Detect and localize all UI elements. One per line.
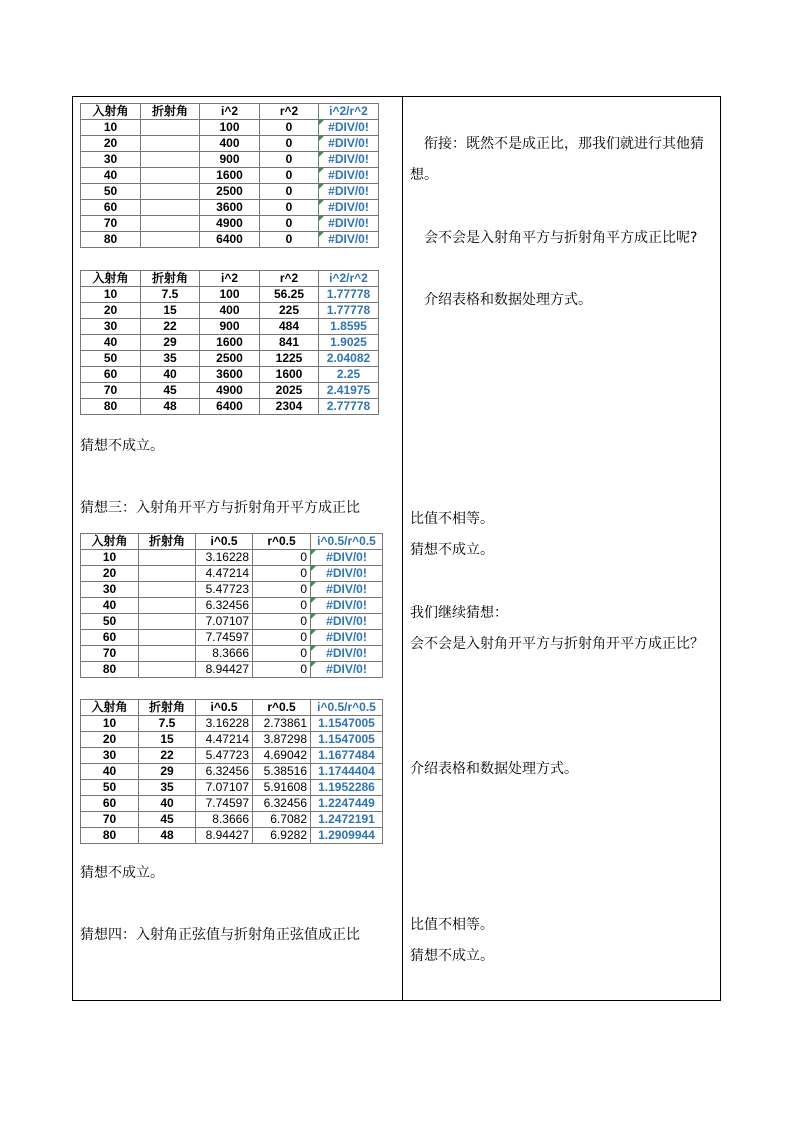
column-header: i^2 (200, 104, 260, 120)
table-cell: 50 (81, 184, 141, 200)
table-row (81, 828, 383, 844)
table-cell: #DIV/0! (311, 582, 383, 598)
table-cell (139, 662, 196, 678)
column-header: 折射角 (139, 534, 196, 550)
table-cell: 5.91608 (253, 780, 311, 796)
table-cell: 10 (81, 120, 141, 136)
table-cell (141, 184, 200, 200)
table-cell: 3.87298 (253, 732, 311, 748)
table-row (81, 200, 379, 216)
table-cell: 0 (253, 614, 311, 630)
table-header-row (81, 700, 383, 716)
table-cell: #DIV/0! (311, 598, 383, 614)
table-cell: 30 (81, 319, 141, 335)
table-cell: 900 (200, 152, 260, 168)
table-cell: 70 (81, 812, 139, 828)
table-row (81, 319, 379, 335)
table-cell: 400 (200, 136, 260, 152)
table-cell: #DIV/0! (311, 550, 383, 566)
table-cell: 20 (81, 303, 141, 319)
column-header: i^0.5 (196, 700, 253, 716)
table-cell: 7.5 (139, 716, 196, 732)
table-cell: 2.41975 (319, 383, 379, 399)
table-cell (141, 136, 200, 152)
column-header: i^0.5/r^0.5 (311, 534, 383, 550)
column-header: r^0.5 (253, 534, 311, 550)
table-cell (139, 566, 196, 582)
table-cell: #DIV/0! (311, 630, 383, 646)
squares-table-filled (80, 270, 379, 415)
table-cell: 10 (81, 287, 141, 303)
table-cell: 4.47214 (196, 732, 253, 748)
table-cell: 2.73861 (253, 716, 311, 732)
column-header: i^2 (200, 271, 260, 287)
table-header-row (81, 104, 379, 120)
table-cell (141, 216, 200, 232)
table-cell: 45 (141, 383, 200, 399)
table-cell: 40 (139, 796, 196, 812)
transition-text-line1: 衔接：既然不是成正比，那我们就进行其他猜 (424, 136, 704, 152)
table-cell: 484 (260, 319, 319, 335)
table-cell: #DIV/0! (319, 216, 379, 232)
guess3-title: 猜想三：入射角开平方与折射角开平方成正比 (80, 500, 360, 516)
table-cell (139, 630, 196, 646)
table-cell: 7.5 (141, 287, 200, 303)
table-cell: 30 (81, 748, 139, 764)
squares-question: 会不会是入射角平方与折射角平方成正比呢? (424, 230, 698, 246)
table-cell: 3600 (200, 200, 260, 216)
table-cell: #DIV/0! (319, 184, 379, 200)
table-row (81, 662, 383, 678)
table-cell: 100 (200, 287, 260, 303)
table-row (81, 399, 379, 415)
table-cell: 35 (139, 780, 196, 796)
table-row (81, 646, 383, 662)
squares-table-empty (80, 103, 379, 248)
table-cell: 80 (81, 662, 139, 678)
table-cell: 40 (81, 168, 141, 184)
table-cell: 2500 (200, 351, 260, 367)
table-cell: 2.77778 (319, 399, 379, 415)
table-row (81, 598, 383, 614)
column-header: i^2/r^2 (319, 104, 379, 120)
table-cell: 1600 (200, 335, 260, 351)
table-cell: 1.8595 (319, 319, 379, 335)
table-cell: 0 (260, 136, 319, 152)
table-row (81, 216, 379, 232)
table-cell (139, 582, 196, 598)
table-cell: 50 (81, 780, 139, 796)
table-cell (139, 550, 196, 566)
table-cell: 7.07107 (196, 780, 253, 796)
table-cell: 2304 (260, 399, 319, 415)
table-row (81, 120, 379, 136)
table-cell: 841 (260, 335, 319, 351)
table-cell: 100 (200, 120, 260, 136)
table-cell: 1.77778 (319, 287, 379, 303)
column-header: 折射角 (141, 104, 200, 120)
table-cell (141, 200, 200, 216)
conclusion-not-valid-1: 猜想不成立。 (80, 438, 164, 454)
column-header: i^0.5 (196, 534, 253, 550)
table-cell: 1.1677484 (311, 748, 383, 764)
table-cell: 0 (253, 566, 311, 582)
table-row (81, 732, 383, 748)
table-row (81, 614, 383, 630)
table-cell (141, 120, 200, 136)
table-cell: #DIV/0! (311, 614, 383, 630)
table-cell: 400 (200, 303, 260, 319)
table-row (81, 796, 383, 812)
guess-not-valid-r1: 猜想不成立。 (410, 542, 494, 558)
column-header: 入射角 (81, 700, 139, 716)
table-row (81, 566, 383, 582)
table-cell: 6.32456 (196, 598, 253, 614)
table-cell: 8.3666 (196, 812, 253, 828)
table-cell: 8.3666 (196, 646, 253, 662)
table-cell: 15 (139, 732, 196, 748)
table-row (81, 764, 383, 780)
column-header: 入射角 (81, 104, 141, 120)
table-cell: 10 (81, 550, 139, 566)
table-cell: 20 (81, 566, 139, 582)
table-cell: #DIV/0! (311, 646, 383, 662)
table-cell: 225 (260, 303, 319, 319)
table-cell: 60 (81, 200, 141, 216)
table-cell (141, 152, 200, 168)
table-row (81, 184, 379, 200)
table-cell: 48 (139, 828, 196, 844)
table-cell: 5.38516 (253, 764, 311, 780)
table-cell: 4.47214 (196, 566, 253, 582)
table-cell: 6.32456 (253, 796, 311, 812)
column-header: 折射角 (139, 700, 196, 716)
table-cell: 0 (260, 152, 319, 168)
explain-table-1: 介绍表格和数据处理方式。 (424, 292, 592, 308)
table-cell: 1.2247449 (311, 796, 383, 812)
table-cell: 0 (253, 550, 311, 566)
table-cell: 7.74597 (196, 630, 253, 646)
table-cell: 40 (81, 764, 139, 780)
table-cell: 29 (141, 335, 200, 351)
table-row (81, 748, 383, 764)
column-header: i^2/r^2 (319, 271, 379, 287)
table-cell: 3.16228 (196, 550, 253, 566)
table-cell: 80 (81, 232, 141, 248)
guess4-title: 猜想四：入射角正弦值与折射角正弦值成正比 (80, 927, 360, 943)
table-row (81, 630, 383, 646)
table-row (81, 136, 379, 152)
table-cell: 5.47723 (196, 582, 253, 598)
table-cell: 0 (253, 662, 311, 678)
table-cell: 30 (81, 582, 139, 598)
table-cell: 20 (81, 136, 141, 152)
table-cell: 1.1952286 (311, 780, 383, 796)
table-cell: 29 (139, 764, 196, 780)
table-cell: #DIV/0! (311, 662, 383, 678)
table-cell: 6.7082 (253, 812, 311, 828)
table-cell: 50 (81, 351, 141, 367)
table-cell (139, 646, 196, 662)
table-cell: 70 (81, 383, 141, 399)
table-row (81, 780, 383, 796)
table-row (81, 351, 379, 367)
column-header: r^2 (260, 104, 319, 120)
table-cell: 0 (253, 598, 311, 614)
explain-table-2: 介绍表格和数据处理方式。 (410, 761, 578, 777)
table-cell: 6400 (200, 232, 260, 248)
table-cell: 1.77778 (319, 303, 379, 319)
table-cell: 20 (81, 732, 139, 748)
roots-table-empty (80, 533, 383, 678)
table-cell: 7.74597 (196, 796, 253, 812)
table-row (81, 287, 379, 303)
guess-not-valid-r2: 猜想不成立。 (410, 948, 494, 964)
table-cell: 22 (141, 319, 200, 335)
table-cell: 10 (81, 716, 139, 732)
table-cell: 0 (260, 184, 319, 200)
table-cell: #DIV/0! (311, 566, 383, 582)
table-cell: 2025 (260, 383, 319, 399)
ratio-not-equal-1: 比值不相等。 (410, 511, 494, 527)
table-cell: 6400 (200, 399, 260, 415)
table-cell: 70 (81, 646, 139, 662)
column-header: 折射角 (141, 271, 200, 287)
table-cell: 0 (253, 646, 311, 662)
table-cell: 900 (200, 319, 260, 335)
table-cell (141, 168, 200, 184)
table-cell: 1.2472191 (311, 812, 383, 828)
table-cell: 1.1547005 (311, 732, 383, 748)
table-row (81, 335, 379, 351)
column-header: i^0.5/r^0.5 (311, 700, 383, 716)
table-row (81, 383, 379, 399)
table-row (81, 152, 379, 168)
table-row (81, 716, 383, 732)
table-row (81, 168, 379, 184)
table-cell: #DIV/0! (319, 136, 379, 152)
table-cell: #DIV/0! (319, 168, 379, 184)
table-cell (139, 598, 196, 614)
table-cell: 5.47723 (196, 748, 253, 764)
column-header: 入射角 (81, 534, 139, 550)
roots-table-filled (80, 699, 383, 844)
table-cell: 60 (81, 367, 141, 383)
table-cell: 40 (81, 598, 139, 614)
table-cell: 0 (260, 168, 319, 184)
table-cell: 2.04082 (319, 351, 379, 367)
table-cell: 1600 (200, 168, 260, 184)
table-cell: 50 (81, 614, 139, 630)
table-row (81, 367, 379, 383)
table-row (81, 550, 383, 566)
column-divider (402, 96, 403, 1001)
table-cell: 15 (141, 303, 200, 319)
table-cell: 60 (81, 630, 139, 646)
table-cell: 1225 (260, 351, 319, 367)
table-row (81, 303, 379, 319)
table-cell: 60 (81, 796, 139, 812)
table-cell: #DIV/0! (319, 200, 379, 216)
table-cell: 80 (81, 828, 139, 844)
table-cell: 45 (139, 812, 196, 828)
conclusion-not-valid-2: 猜想不成立。 (80, 865, 164, 881)
table-cell (139, 614, 196, 630)
table-cell: 3600 (200, 367, 260, 383)
table-cell: 2500 (200, 184, 260, 200)
table-cell: 22 (139, 748, 196, 764)
table-cell: 6.32456 (196, 764, 253, 780)
continue-guess: 我们继续猜想： (410, 605, 508, 621)
table-cell: 1.1744404 (311, 764, 383, 780)
column-header: r^0.5 (253, 700, 311, 716)
table-cell: 4900 (200, 216, 260, 232)
table-cell: 4.69042 (253, 748, 311, 764)
table-cell: 6.9282 (253, 828, 311, 844)
table-cell: 3.16228 (196, 716, 253, 732)
column-header: 入射角 (81, 271, 141, 287)
table-cell: 0 (253, 582, 311, 598)
roots-question: 会不会是入射角开平方与折射角开平方成正比？ (410, 636, 704, 652)
table-cell: #DIV/0! (319, 232, 379, 248)
table-row (81, 232, 379, 248)
table-cell: 0 (260, 200, 319, 216)
table-cell: 0 (260, 120, 319, 136)
table-header-row (81, 534, 383, 550)
table-cell: 30 (81, 152, 141, 168)
table-cell: #DIV/0! (319, 152, 379, 168)
table-cell: 70 (81, 216, 141, 232)
table-cell: 1600 (260, 367, 319, 383)
table-cell: 40 (81, 335, 141, 351)
table-row (81, 582, 383, 598)
table-cell: 0 (253, 630, 311, 646)
table-cell: 2.25 (319, 367, 379, 383)
table-cell: 80 (81, 399, 141, 415)
table-cell: 8.94427 (196, 662, 253, 678)
table-cell: 7.07107 (196, 614, 253, 630)
ratio-not-equal-2: 比值不相等。 (410, 917, 494, 933)
table-cell: 40 (141, 367, 200, 383)
table-cell: 1.2909944 (311, 828, 383, 844)
transition-text-line2: 想。 (410, 167, 438, 183)
table-cell (141, 232, 200, 248)
column-header: r^2 (260, 271, 319, 287)
table-cell: #DIV/0! (319, 120, 379, 136)
table-row (81, 812, 383, 828)
table-header-row (81, 271, 379, 287)
table-cell: 1.1547005 (311, 716, 383, 732)
table-cell: 56.25 (260, 287, 319, 303)
table-cell: 0 (260, 216, 319, 232)
table-cell: 4900 (200, 383, 260, 399)
table-cell: 0 (260, 232, 319, 248)
table-cell: 1.9025 (319, 335, 379, 351)
table-cell: 8.94427 (196, 828, 253, 844)
table-cell: 35 (141, 351, 200, 367)
table-cell: 48 (141, 399, 200, 415)
